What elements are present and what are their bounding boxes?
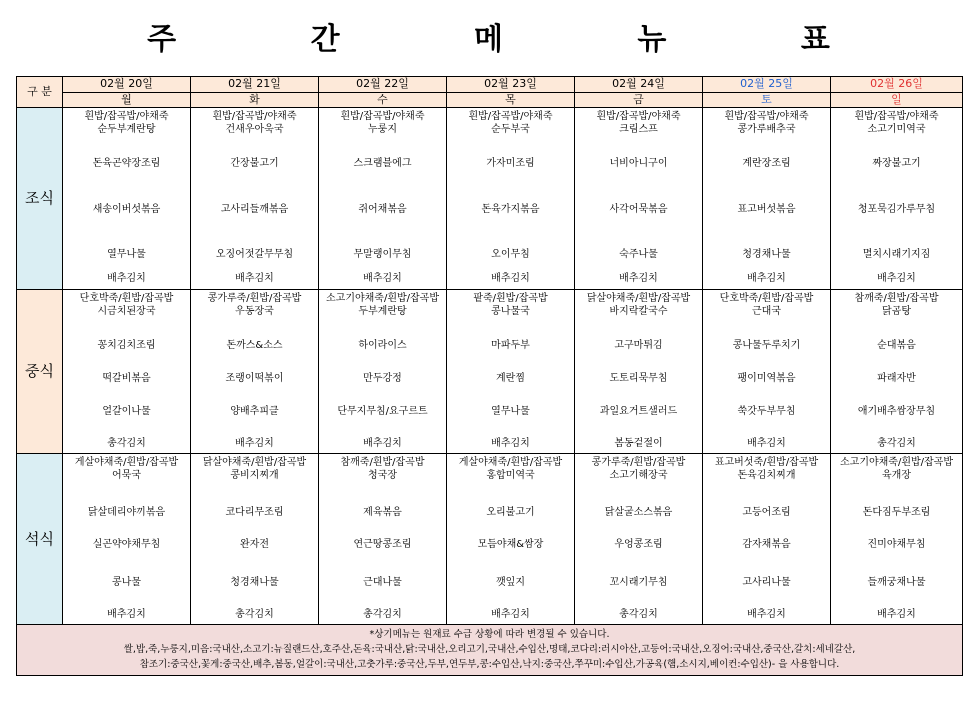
menu-item: 시금치된장국 — [97, 306, 156, 317]
menu-item: 꼬시래기무침 — [609, 577, 668, 588]
menu-item: 우엉콩조림 — [614, 539, 663, 550]
menu-item: 크림스프 — [619, 124, 658, 135]
menu-item: 짜장불고기 — [872, 158, 921, 169]
menu-item: 양배추피클 — [230, 406, 279, 417]
menu-item: 고사리나물 — [742, 577, 791, 588]
menu-cell — [63, 454, 191, 625]
menu-item: 근대국 — [752, 306, 781, 317]
menu-item: 배추김치 — [619, 273, 658, 284]
menu-item: 배추김치 — [747, 438, 786, 449]
menu-item: 파래자반 — [877, 373, 916, 384]
menu-item: 오이무침 — [491, 249, 530, 260]
menu-item: 표고버섯볶음 — [737, 204, 796, 215]
page-title: 주 간 메 뉴 표 — [147, 22, 892, 57]
menu-item: 콩가루배추국 — [737, 124, 796, 135]
menu-cell — [447, 290, 575, 454]
menu-item: 새송이버섯볶음 — [92, 204, 161, 215]
day-date-2: 02월 22일 — [319, 77, 447, 93]
menu-item: 하이라이스 — [358, 340, 407, 351]
menu-item: 흰밥/잡곡밥/야채죽 — [84, 111, 169, 122]
day-weekday-6: 일 — [831, 93, 963, 108]
menu-item: 배추김치 — [491, 609, 530, 620]
menu-cell — [575, 290, 703, 454]
menu-item: 코다리무조림 — [225, 507, 284, 518]
menu-item: 총각김치 — [235, 609, 274, 620]
day-date-1: 02월 21일 — [191, 77, 319, 93]
menu-item: 흰밥/잡곡밥/야채죽 — [468, 111, 553, 122]
menu-cell — [703, 290, 831, 454]
menu-item: 스크램블에그 — [353, 158, 412, 169]
menu-item: 오징어젓갈무무침 — [215, 249, 294, 260]
menu-item: 닭살야채죽/흰밥/잡곡밥 — [586, 293, 691, 304]
menu-item: 건새우아욱국 — [225, 124, 284, 135]
menu-cell — [191, 290, 319, 454]
menu-item: 참깨죽/흰밥/잡곡밥 — [340, 457, 425, 468]
menu-cell — [447, 108, 575, 290]
menu-cell — [703, 454, 831, 625]
menu-item: 청경채나물 — [742, 249, 791, 260]
menu-item: 총각김치 — [619, 609, 658, 620]
menu-item: 간장불고기 — [230, 158, 279, 169]
header-label: 구 분 — [17, 77, 63, 108]
menu-item: 들깨궁채나물 — [867, 577, 926, 588]
menu-item: 배추김치 — [877, 609, 916, 620]
menu-item: 총각김치 — [107, 438, 146, 449]
menu-cell — [63, 290, 191, 454]
menu-item: 배추김치 — [747, 273, 786, 284]
menu-item: 제육볶음 — [363, 507, 402, 518]
menu-item: 표고버섯죽/흰밥/잡곡밥 — [714, 457, 819, 468]
menu-item: 콩나물 — [112, 577, 141, 588]
menu-item: 멸치시래기지짐 — [862, 249, 931, 260]
menu-item: 쑥갓두부무침 — [737, 406, 796, 417]
menu-item: 배추김치 — [235, 273, 274, 284]
day-weekday-0: 월 — [63, 93, 191, 108]
menu-item: 콩비지찌개 — [230, 470, 279, 481]
day-date-0: 02월 20일 — [63, 77, 191, 93]
day-weekday-2: 수 — [319, 93, 447, 108]
menu-item: 조랭이떡볶이 — [225, 373, 284, 384]
menu-item: 배추김치 — [107, 609, 146, 620]
menu-cell — [831, 290, 963, 454]
day-date-4: 02월 24일 — [575, 77, 703, 93]
menu-item: 단호박죽/흰밥/잡곡밥 — [719, 293, 814, 304]
menu-item: 콩가루죽/흰밥/잡곡밥 — [207, 293, 302, 304]
menu-item: 고등어조림 — [742, 507, 791, 518]
meal-label: 석식 — [17, 454, 63, 625]
menu-cell — [63, 108, 191, 290]
menu-cell — [191, 108, 319, 290]
menu-item: 순두부계란탕 — [97, 124, 156, 135]
menu-item: 팥죽/흰밥/잡곡밥 — [473, 293, 548, 304]
menu-item: 꽁치김치조림 — [97, 340, 156, 351]
menu-item: 사각어묵볶음 — [609, 204, 668, 215]
menu-item: 돈육가지볶음 — [481, 204, 540, 215]
menu-cell — [319, 290, 447, 454]
notice-line3: 참조기:중국산,꽃게:중국산,배추,봄동,얼갈이:국내산,고춧가루:중국산,두부,연두부,콩:수입산,낙지:중국산,쭈꾸미:수입산,가공육(햄,소시지,베이컨:수입산)- 을 사용합니다. — [139, 659, 840, 670]
menu-cell — [831, 108, 963, 290]
menu-cell — [831, 454, 963, 625]
day-date-5: 02월 25일 — [703, 77, 831, 93]
day-weekday-5: 토 — [703, 93, 831, 108]
meal-label: 중식 — [17, 290, 63, 454]
menu-item: 게살야채죽/흰밥/잡곡밥 — [74, 457, 179, 468]
menu-item: 돈까스&소스 — [226, 340, 283, 351]
menu-item: 콩가루죽/흰밥/잡곡밥 — [591, 457, 686, 468]
menu-item: 떡갈비볶음 — [102, 373, 151, 384]
menu-item: 소고기야채죽/흰밥/잡곡밥 — [326, 293, 439, 304]
menu-item: 열무나물 — [491, 406, 530, 417]
menu-item: 마파두부 — [491, 340, 530, 351]
menu-cell — [319, 454, 447, 625]
day-weekday-4: 금 — [575, 93, 703, 108]
menu-item: 게살야채죽/흰밥/잡곡밥 — [458, 457, 563, 468]
menu-item: 실곤약야채무침 — [92, 539, 161, 550]
menu-item: 청포묵김가루무침 — [857, 204, 936, 215]
menu-cell — [191, 454, 319, 625]
notice-line1: *상기메뉴는 원재료 수급 상황에 따라 변경될 수 있습니다. — [369, 629, 610, 640]
menu-item: 애기배추쌈장무침 — [857, 406, 936, 417]
menu-item: 소고기야채죽/흰밥/잡곡밥 — [840, 457, 953, 468]
menu-item: 배추김치 — [363, 438, 402, 449]
menu-item: 순두부국 — [491, 124, 530, 135]
menu-table — [16, 76, 963, 676]
menu-item: 흰밥/잡곡밥/야채죽 — [340, 111, 425, 122]
menu-item: 너비아니구이 — [609, 158, 668, 169]
menu-cell — [575, 108, 703, 290]
menu-item: 육개장 — [882, 470, 911, 481]
day-weekday-1: 화 — [191, 93, 319, 108]
menu-item: 흰밥/잡곡밥/야채죽 — [854, 111, 939, 122]
menu-item: 콩나물국 — [491, 306, 530, 317]
menu-item: 숙주나물 — [619, 249, 658, 260]
menu-item: 흰밥/잡곡밥/야채죽 — [212, 111, 297, 122]
menu-item: 콩나물두루치기 — [732, 340, 801, 351]
menu-item: 모듬야채&쌈장 — [477, 539, 544, 550]
menu-item: 계란장조림 — [742, 158, 791, 169]
menu-item: 근대나물 — [363, 577, 402, 588]
menu-item: 배추김치 — [491, 438, 530, 449]
menu-item: 참깨죽/흰밥/잡곡밥 — [854, 293, 939, 304]
menu-item: 닭살데리야끼볶음 — [87, 507, 166, 518]
menu-item: 닭살굴소스볶음 — [604, 507, 673, 518]
menu-item: 도토리묵무침 — [609, 373, 668, 384]
menu-item: 돈육김치찌개 — [737, 470, 796, 481]
menu-item: 고사리들깨볶음 — [220, 204, 289, 215]
day-weekday-3: 목 — [447, 93, 575, 108]
menu-item: 진미야채무침 — [867, 539, 926, 550]
menu-item: 고구마튀김 — [614, 340, 663, 351]
menu-item: 배추김치 — [235, 438, 274, 449]
menu-item: 돈육곤약장조림 — [92, 158, 161, 169]
menu-item: 봄동겉절이 — [614, 438, 663, 449]
menu-item: 쥐어채볶음 — [358, 204, 407, 215]
menu-item: 배추김치 — [363, 273, 402, 284]
menu-item: 청국장 — [368, 470, 397, 481]
menu-item: 배추김치 — [747, 609, 786, 620]
meal-row-lunch — [17, 290, 963, 454]
notice-line2: 쌀,밥,죽,누룽지,미음:국내산,소고기:뉴질랜드산,호주산,돈육:국내산,닭:국내산,오리고기,국내산,수입산,명태,코다리:러시아산,고등어:국내산,오징어:국내산,중국산,갈치:세네갈산, — [123, 644, 856, 655]
menu-item: 흰밥/잡곡밥/야채죽 — [596, 111, 681, 122]
menu-item: 얼갈이나물 — [102, 406, 151, 417]
menu-item: 팽이미역볶음 — [737, 373, 796, 384]
meal-row-dinner — [17, 454, 963, 625]
menu-item: 계란찜 — [496, 373, 525, 384]
menu-item: 과일요거트샐러드 — [599, 406, 678, 417]
menu-item: 만두강정 — [363, 373, 402, 384]
menu-item: 배추김치 — [107, 273, 146, 284]
menu-item: 돈다짐두부조림 — [862, 507, 931, 518]
menu-item: 완자전 — [240, 539, 269, 550]
menu-cell — [703, 108, 831, 290]
menu-item: 우동장국 — [235, 306, 274, 317]
menu-item: 청경채나물 — [230, 577, 279, 588]
menu-cell — [447, 454, 575, 625]
menu-item: 감자채볶음 — [742, 539, 791, 550]
menu-item: 무말랭이무침 — [353, 249, 412, 260]
menu-item: 열무나물 — [107, 249, 146, 260]
menu-item: 바지락칼국수 — [609, 306, 668, 317]
menu-item: 소고기미역국 — [867, 124, 926, 135]
menu-item: 어묵국 — [112, 470, 141, 481]
menu-cell — [319, 108, 447, 290]
menu-item: 오리불고기 — [486, 507, 535, 518]
menu-item: 순대볶음 — [877, 340, 916, 351]
menu-item: 가자미조림 — [486, 158, 535, 169]
menu-item: 단호박죽/흰밥/잡곡밥 — [79, 293, 174, 304]
menu-cell — [575, 454, 703, 625]
menu-item: 배추김치 — [877, 273, 916, 284]
menu-item: 두부계란탕 — [358, 306, 407, 317]
menu-item: 소고기해장국 — [609, 470, 668, 481]
menu-item: 누룽지 — [368, 124, 397, 135]
meal-label: 조식 — [17, 108, 63, 290]
notice-box — [17, 625, 963, 676]
menu-item: 홍합미역국 — [486, 470, 535, 481]
menu-item: 단무지무침/요구르트 — [337, 406, 428, 417]
day-date-6: 02월 26일 — [831, 77, 963, 93]
meal-row-breakfast — [17, 108, 963, 290]
day-date-3: 02월 23일 — [447, 77, 575, 93]
menu-item: 깻잎지 — [496, 577, 525, 588]
menu-item: 닭살야채죽/흰밥/잡곡밥 — [202, 457, 307, 468]
menu-item: 배추김치 — [491, 273, 530, 284]
menu-item: 닭곰탕 — [882, 306, 911, 317]
menu-item: 흰밥/잡곡밥/야채죽 — [724, 111, 809, 122]
menu-item: 총각김치 — [877, 438, 916, 449]
menu-item: 연근땅콩조림 — [353, 539, 412, 550]
menu-item: 총각김치 — [363, 609, 402, 620]
